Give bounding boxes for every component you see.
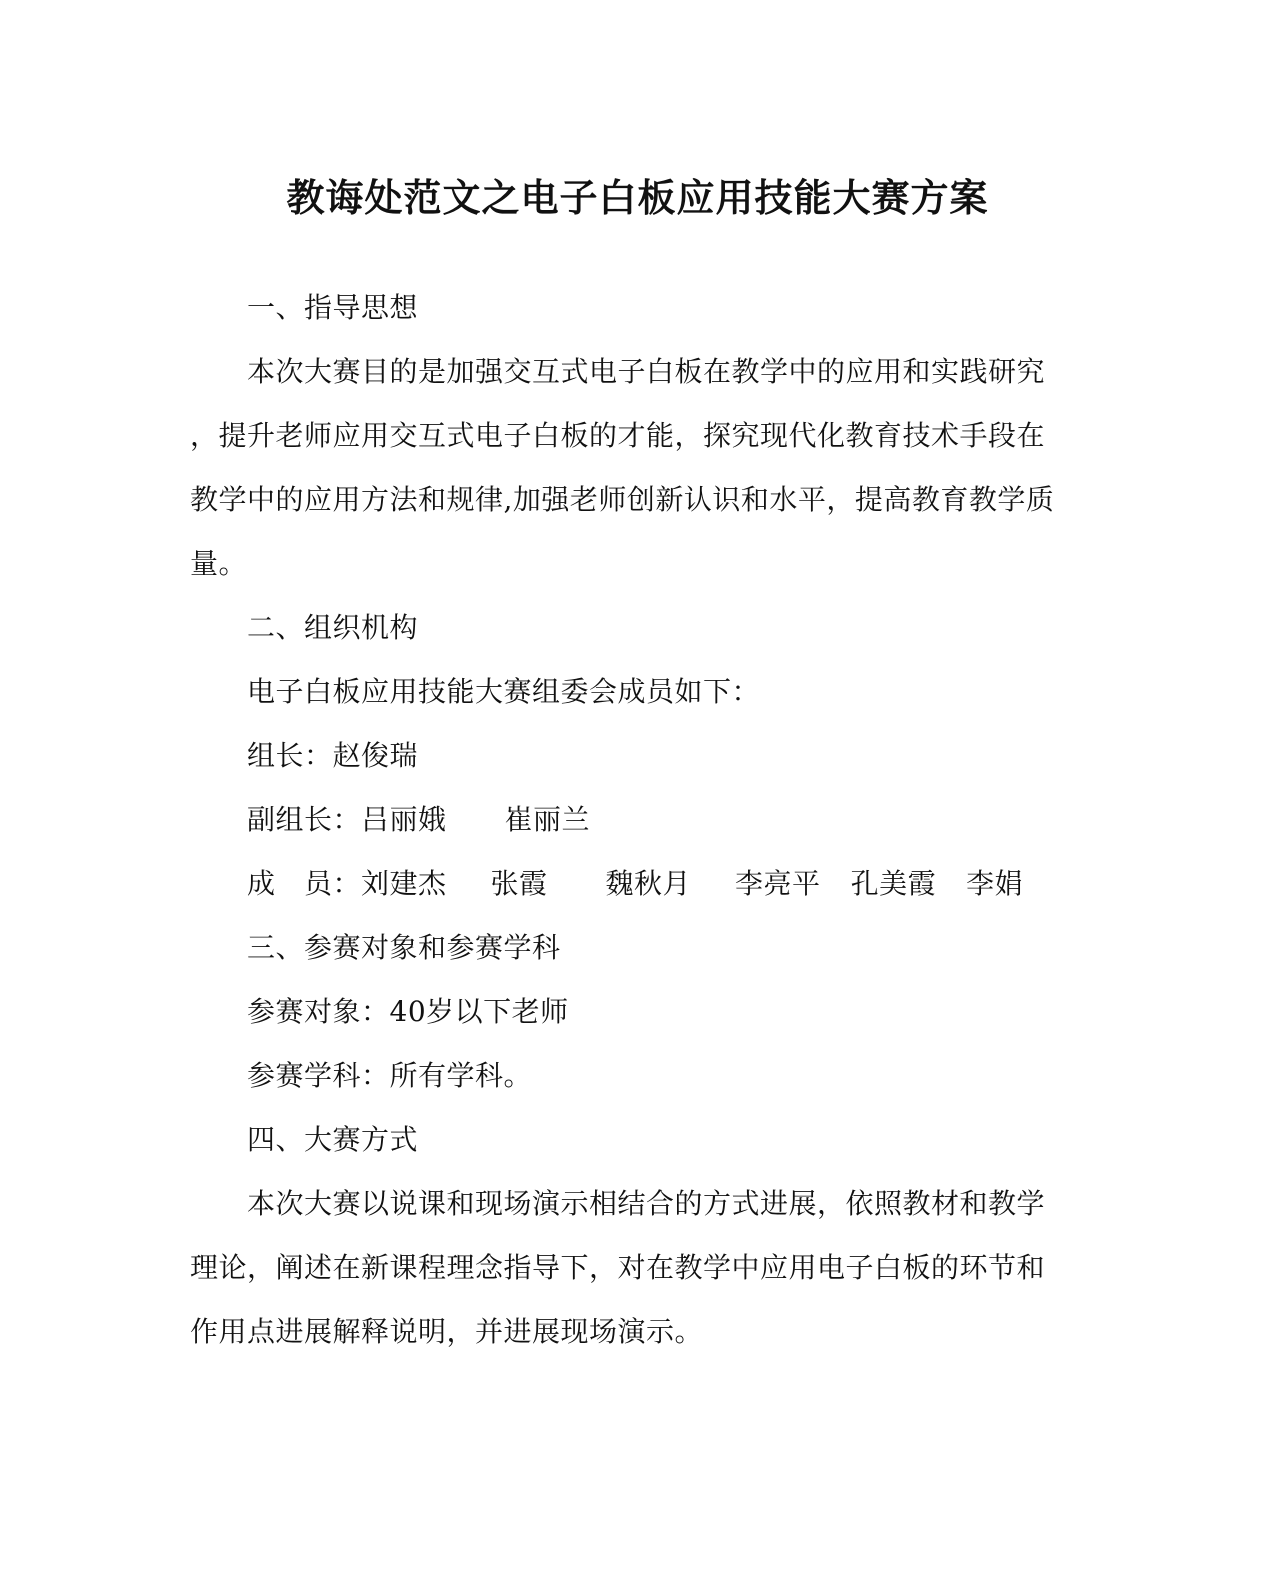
deputy-second: 崔丽兰 [504, 803, 591, 836]
section-heading-participants: 三、参赛对象和参赛学科 [247, 931, 561, 964]
member-name: 李亮平 [735, 867, 821, 900]
document-title: 教诲处范文之电子白板应用技能大赛方案 [286, 175, 989, 220]
paragraph-line: 本次大赛以说课和现场演示相结合的方式进展，依照教材和教学 [247, 1187, 1046, 1220]
paragraph-line: 作用点进展解释说明，并进展现场演示。 [190, 1315, 704, 1348]
committee-members-row [247, 864, 1023, 904]
section-heading-guiding-ideology: 一、指导思想 [247, 291, 419, 324]
section-heading-format: 四、大赛方式 [247, 1123, 419, 1156]
paragraph-line: 本次大赛目的是加强交互式电子白板在教学中的应用和实践研究 [247, 355, 1046, 388]
committee-deputy-row [247, 800, 590, 840]
member-name: 李娟 [966, 867, 1024, 900]
member-name: 孔美霞 [850, 867, 937, 900]
member-name: 魏秋月 [605, 867, 692, 900]
section-heading-organization: 二、组织机构 [247, 611, 419, 644]
member-name: 张霞 [490, 867, 548, 900]
members-label: 成 员：刘建杰 [247, 867, 447, 900]
paragraph-line: 理论，阐述在新课程理念指导下，对在教学中应用电子白板的环节和 [190, 1251, 1046, 1284]
paragraph-line: 量。 [190, 547, 248, 580]
deputy-label: 副组长：吕丽娥 [247, 803, 447, 836]
paragraph-line: 教学中的应用方法和规律,加强老师创新认识和水平，提高教育教学质 [190, 483, 1055, 516]
participant-target: 参赛对象：40岁以下老师 [247, 995, 569, 1028]
paragraph-line: ，提升老师应用交互式电子白板的才能，探究现代化教育技术手段在 [190, 419, 1046, 452]
participant-subjects: 参赛学科：所有学科。 [247, 1059, 533, 1092]
committee-leader: 组长：赵俊瑞 [247, 739, 419, 772]
committee-intro: 电子白板应用技能大赛组委会成员如下： [247, 675, 761, 708]
